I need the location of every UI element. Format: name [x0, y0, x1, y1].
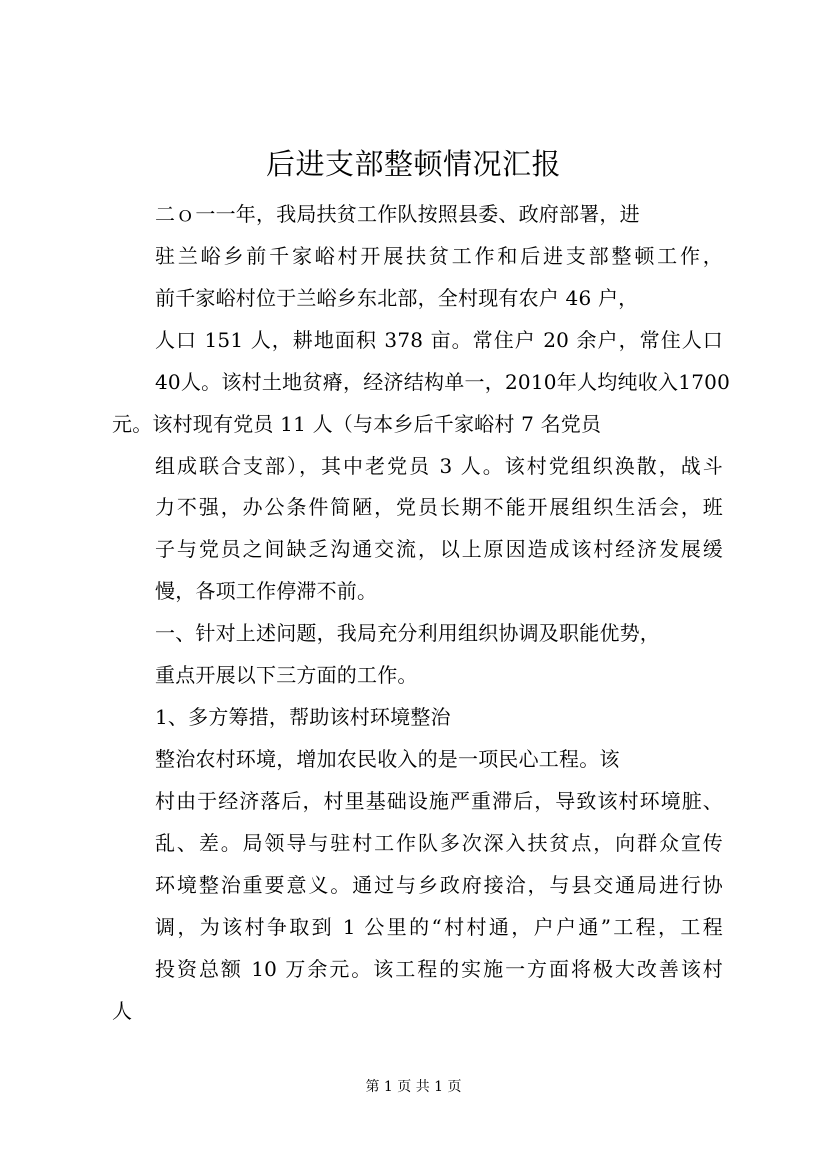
body-line-9: 子与党员之间缺乏沟通交流，以上原因造成该村经济发展缓 [155, 537, 723, 561]
body-line-8: 力不强，办公条件简陋，党员长期不能开展组织生活会，班 [155, 495, 723, 519]
document-title: 后进支部整顿情况汇报 [265, 147, 561, 181]
body-line-11: 一、针对上述问题，我局充分利用组织协调及职能优势， [155, 621, 660, 645]
body-line-6: 元。该村现有党员 11 人（与本乡后千家峪村 7 名党员 [112, 412, 602, 436]
body-line-5: 40人。该村土地贫瘠，经济结构单一，2010年人均纯收入1700 [155, 370, 730, 394]
body-line-2: 驻兰峪乡前千家峪村开展扶贫工作和后进支部整顿工作， [155, 244, 723, 268]
body-line-4: 人口 151 人，耕地面积 378 亩。常住户 20 余户，常住人口 [155, 328, 723, 352]
body-line-10: 慢，各项工作停滞不前。 [155, 579, 378, 603]
body-line-17: 环境整治重要意义。通过与乡政府接洽，与县交通局进行协 [155, 873, 723, 897]
body-line-18: 调，为该村争取到 1 公里的“村村通，户户通”工程，工程 [155, 915, 723, 939]
body-line-14: 整治农村环境，增加农民收入的是一项民心工程。该 [155, 747, 620, 771]
body-line-20: 人 [112, 999, 133, 1023]
body-line-16: 乱、差。局领导与驻村工作队多次深入扶贫点，向群众宣传 [155, 831, 723, 855]
body-line-12: 重点开展以下三方面的工作。 [155, 663, 418, 687]
body-line-3: 前千家峪村位于兰峪乡东北部，全村现有农户 46 户， [155, 286, 639, 310]
page-footer: 第 1 页 共 1 页 [365, 1079, 462, 1095]
body-line-7: 组成联合支部），其中老党员 3 人。该村党组织涣散，战斗 [155, 454, 723, 478]
body-line-1: 二ｏ一一年，我局扶贫工作队按照县委、政府部署，进 [155, 202, 640, 226]
body-line-15: 村由于经济落后，村里基础设施严重滞后，导致该村环境脏、 [155, 789, 723, 813]
body-line-19: 投资总额 10 万余元。该工程的实施一方面将极大改善该村 [155, 957, 723, 981]
body-line-13: 1、多方筹措，帮助该村环境整治 [155, 705, 451, 729]
